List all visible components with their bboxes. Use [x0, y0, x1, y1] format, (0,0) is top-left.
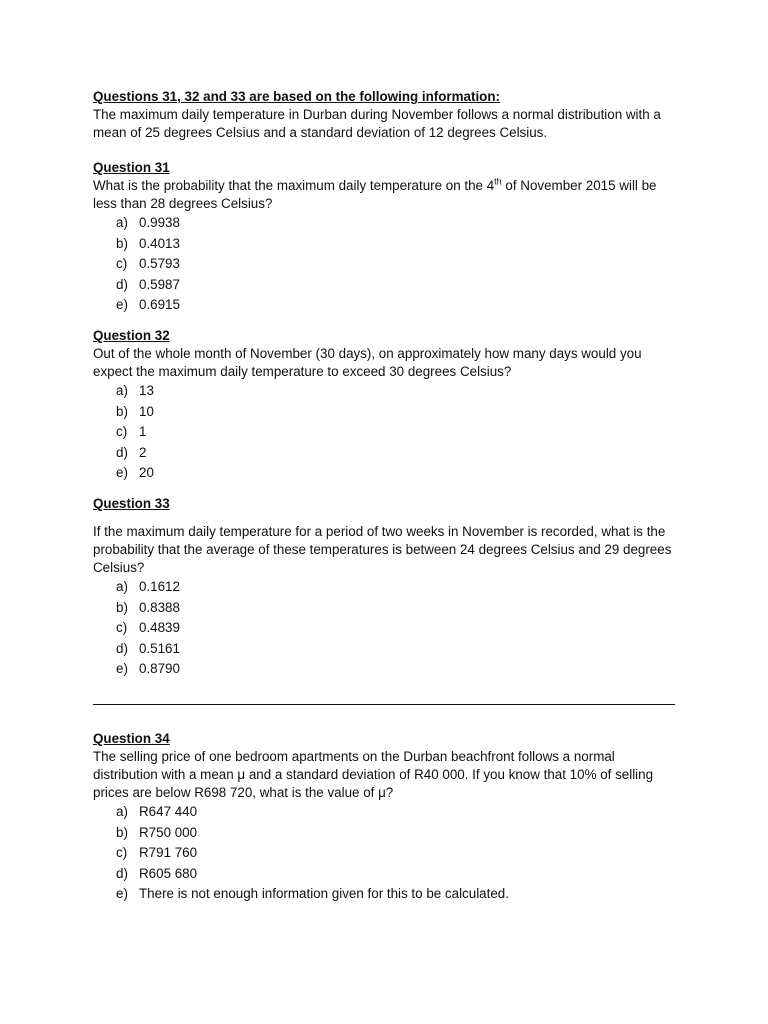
option-label: e) — [116, 886, 128, 901]
option-text: 20 — [139, 465, 154, 480]
option-e — [93, 463, 683, 484]
option-label: a) — [116, 804, 128, 819]
option-a — [93, 381, 683, 402]
option-label: c) — [116, 256, 128, 271]
option-label: b) — [116, 824, 128, 840]
question-32-heading: Question 32 — [93, 328, 170, 343]
option-text: 13 — [139, 383, 154, 398]
option-e — [93, 295, 683, 316]
question-31-text-superscript: th — [494, 176, 502, 187]
option-label: d) — [116, 865, 128, 881]
option-e — [93, 884, 683, 905]
option-a — [93, 577, 683, 598]
question-34-heading: Question 34 — [93, 731, 170, 746]
option-text: 0.8388 — [139, 599, 180, 615]
option-text: 0.5987 — [139, 276, 180, 292]
intro-section — [93, 88, 683, 142]
question-32-options — [93, 381, 683, 484]
option-text: R647 440 — [139, 804, 198, 819]
option-text: 0.1612 — [139, 579, 180, 594]
question-31-text — [93, 177, 683, 213]
option-label: d) — [116, 640, 128, 656]
question-33-heading: Question 33 — [93, 496, 170, 511]
option-d — [93, 275, 683, 296]
option-label: c) — [116, 620, 128, 635]
option-label: e) — [116, 297, 128, 312]
option-label: b) — [116, 599, 128, 615]
question-31 — [93, 159, 683, 316]
option-text: R750 000 — [139, 824, 198, 840]
option-e — [93, 659, 683, 680]
option-text: 0.6915 — [139, 297, 180, 312]
option-label: d) — [116, 444, 128, 460]
option-text: 0.5161 — [139, 640, 180, 656]
question-33-text: If the maximum daily temperature for a period of two weeks in November is recorded, what is the probability that the average of these temperatures is between 24 degrees Celsius and 29 degrees Celsius? — [93, 524, 672, 575]
question-34 — [93, 730, 683, 905]
intro-heading: Questions 31, 32 and 33 are based on the following information: — [93, 89, 500, 104]
option-text: 10 — [139, 403, 154, 419]
section-divider — [93, 704, 675, 705]
option-text: 0.8790 — [139, 661, 180, 676]
option-a — [93, 802, 683, 823]
question-31-text-part: What is the probability that the maximum daily temperature on the 4 — [93, 178, 495, 193]
option-label: e) — [116, 661, 128, 676]
option-c — [93, 843, 683, 864]
option-d — [93, 443, 683, 464]
option-d — [93, 639, 683, 660]
option-text: 2 — [139, 444, 147, 460]
option-text: 0.9938 — [139, 215, 180, 230]
question-32 — [93, 327, 683, 484]
option-text: 0.4013 — [139, 235, 180, 251]
question-34-options — [93, 802, 683, 905]
option-label: b) — [116, 235, 128, 251]
question-32-text: Out of the whole month of November (30 days), on approximately how many days would you expect the maximum daily temperature to exceed 30 degrees Celsius? — [93, 346, 642, 379]
question-31-options — [93, 213, 683, 316]
option-label: a) — [116, 579, 128, 594]
option-d — [93, 864, 683, 885]
option-text: R791 760 — [139, 845, 198, 860]
option-label: c) — [116, 424, 128, 439]
option-text: There is not enough information given for this to be calculated. — [139, 886, 509, 901]
option-text: 0.5793 — [139, 256, 180, 271]
question-31-text-part: of November 2015 will be less than 28 degrees Celsius? — [93, 178, 657, 211]
option-c — [93, 422, 683, 443]
option-label: e) — [116, 465, 128, 480]
question-33 — [93, 495, 683, 680]
option-text: 1 — [139, 424, 147, 439]
option-text: 0.4839 — [139, 620, 180, 635]
option-label: b) — [116, 403, 128, 419]
option-b — [93, 823, 683, 844]
option-c — [93, 618, 683, 639]
option-a — [93, 213, 683, 234]
option-label: c) — [116, 845, 128, 860]
option-label: a) — [116, 383, 128, 398]
question-34-text: The selling price of one bedroom apartments on the Durban beachfront follows a normal distribution with a mean μ and a standard deviation of R40 000. If you know that 10% of selling prices are below R698 720, what is the value of μ? — [93, 749, 654, 800]
question-31-heading: Question 31 — [93, 160, 170, 175]
option-b — [93, 402, 683, 423]
option-label: a) — [116, 215, 128, 230]
question-33-options — [93, 577, 683, 680]
option-text: R605 680 — [139, 865, 198, 881]
intro-text: The maximum daily temperature in Durban during November follows a normal distribution with a mean of 25 degrees Celsius and a standard deviation of 12 degrees Celsius. — [93, 107, 661, 140]
option-b — [93, 598, 683, 619]
option-b — [93, 234, 683, 255]
option-c — [93, 254, 683, 275]
option-label: d) — [116, 276, 128, 292]
